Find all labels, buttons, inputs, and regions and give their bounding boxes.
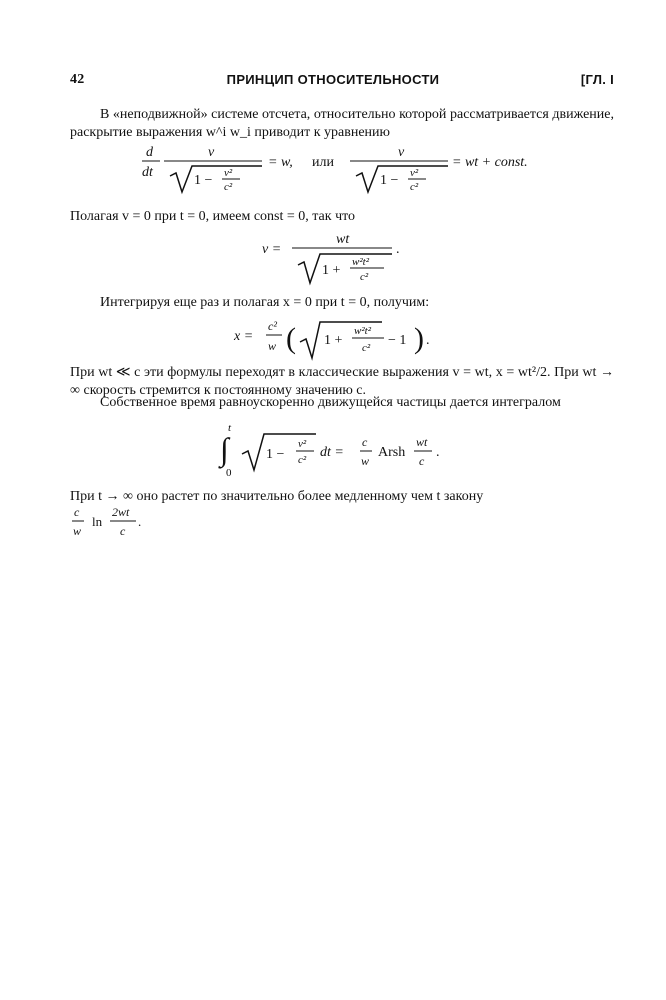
eq2-lhs: v = (262, 242, 282, 257)
equation-velocity (260, 228, 430, 290)
eq1-one-minus: 1 − (194, 173, 213, 188)
eq4-upper: t (228, 422, 232, 434)
eq5-c-den: c (120, 524, 126, 538)
paragraph-asymptotic: При t → ∞ оно растет по значительно более медленному чем t закону (70, 489, 484, 504)
eq2-dot: . (396, 242, 400, 257)
eq4-c-den: c (419, 454, 425, 468)
paragraph-const: Полагая v = 0 при t = 0, имеем const = 0, так что (70, 209, 356, 224)
eq2-w2t2: w²t² (352, 256, 369, 268)
eq2-num: wt (336, 232, 350, 247)
eq1-eq-w: = w, (268, 155, 293, 170)
equation-position (232, 314, 452, 366)
chapter-label: [ГЛ. I (580, 72, 614, 87)
eq1-v2: v² (224, 167, 233, 179)
paragraph-classical: При wt ≪ c эти формулы переходят в классические выражения v = wt, x = wt²/2. При wt → ∞ скорость стремится к постоянному значению c. (70, 365, 614, 398)
eq4-c2: c² (298, 454, 307, 466)
eq3-c2b: c² (362, 342, 371, 354)
eq5-dot: . (138, 514, 142, 529)
eq1-sqrt (170, 166, 262, 192)
eq4-dt-eq: dt = (320, 445, 344, 460)
paragraph-proper-time: Собственное время равноускоренно движущейся частицы дается интегралом (100, 395, 561, 410)
paragraph-intro: В «неподвижной» системе отсчета, относительно которой рассматривается движение, раскрытие выражения w^i w_i приводит к уравнению (70, 107, 614, 140)
eq4-one-minus: 1 − (266, 447, 285, 462)
equation-motion (140, 142, 560, 202)
eq3-c2: c² (268, 319, 277, 333)
equation-log-law (70, 502, 180, 542)
eq3-rparen: ) (414, 322, 424, 355)
eq1-or: или (312, 155, 334, 170)
eq4-v2: v² (298, 438, 307, 450)
eq5-c: c (74, 505, 80, 519)
eq2-c2: c² (360, 271, 369, 283)
eq1b-v2: v² (410, 167, 419, 179)
eq1b-rhs: = wt + const. (452, 155, 528, 170)
eq5-two-wt: 2wt (112, 505, 130, 519)
eq3-dot: . (426, 333, 430, 348)
eq4-c: c (362, 435, 368, 449)
eq1b-one-minus: 1 − (380, 173, 399, 188)
eq3-lhs: x = (234, 329, 254, 344)
eq1-d: d (146, 145, 153, 160)
eq3-minus-one: − 1 (388, 333, 407, 348)
eq1-c2: c² (224, 181, 233, 193)
eq4-wt: wt (416, 435, 428, 449)
eq3-one-plus: 1 + (324, 333, 343, 348)
eq4-dot: . (436, 445, 440, 460)
eq5-w: w (73, 524, 82, 538)
eq5-ln: ln (92, 514, 103, 529)
eq2-one-plus: 1 + (322, 263, 341, 278)
paragraph-integrate: Интегрируя еще раз и полагая x = 0 при t = 0, получим: (100, 295, 430, 310)
eq1-dt: dt (142, 165, 153, 180)
eq4-lower: 0 (226, 467, 232, 479)
eq3-w2t2: w²t² (354, 325, 371, 337)
page-number: 42 (70, 72, 85, 87)
eq4-w: w (361, 454, 370, 468)
equation-proper-time (218, 420, 468, 482)
running-title: ПРИНЦИП ОТНОСИТЕЛЬНОСТИ (226, 72, 440, 87)
eq3-lparen: ( (286, 322, 296, 355)
eq1b-c2: c² (410, 181, 419, 193)
eq4-arsh: Arsh (378, 445, 406, 460)
eq1b-sqrt (356, 166, 448, 192)
eq1-v-num: v (208, 145, 215, 160)
eq1b-v-num: v (398, 145, 405, 160)
eq3-w: w (268, 339, 277, 353)
eq4-integral: ∫ (220, 431, 229, 467)
